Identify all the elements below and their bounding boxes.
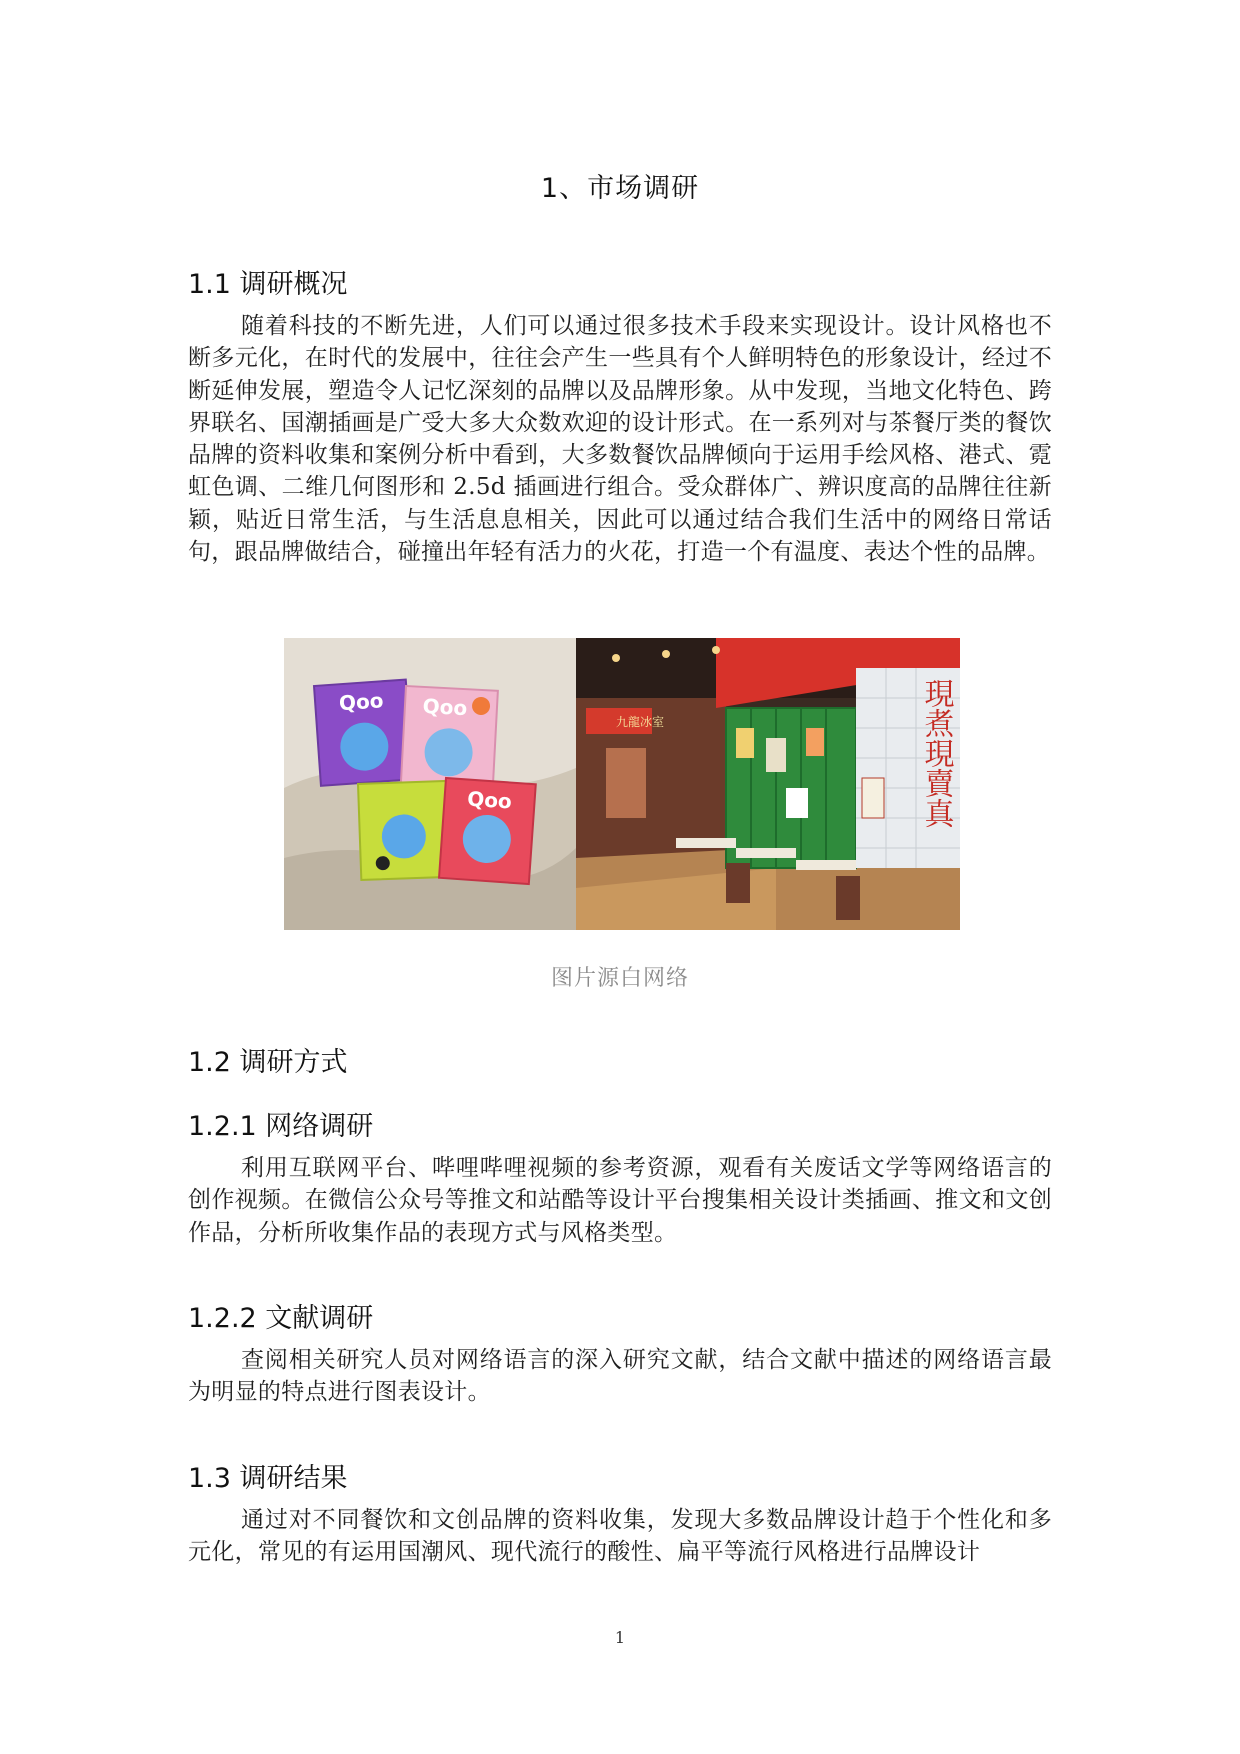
- carton-brand-text-2: Qoo: [422, 693, 468, 721]
- section-1-1-body: 随着科技的不断先进，人们可以通过很多技术手段来实现设计。设计风格也不断多元化，在时代的发展中，往往会产生一些具有个人鲜明特色的形象设计，经过不断延伸发展，塑造令人记忆深刻的品牌以及品牌形象。从中发现，当地文化特色、跨界联名、国潮插画是广受大多大众数欢迎的设计形式。在一系列对与茶餐厅类的餐饮品牌的资料收集和案例分析中看到，大多数餐饮品牌倾向于运用手绘风格、港式、霓虹色调、二维几何图形和 2.5d 插画进行组合。受众群体广、辨识度高的品牌往往新颖，贴近日常生活，与生活息息相关，因此可以通过结合我们生活中的网络日常话句，跟品牌做结合，碰撞出年轻有活力的火花，打造一个有温度、表达个性的品牌。: [188, 313, 1052, 566]
- section-heading-1-2-1: 1.2.1 网络调研: [188, 1111, 374, 1142]
- figure-photos: [284, 638, 960, 930]
- section-1-3-body: 通过对不同餐饮和文创品牌的资料收集，发现大多数品牌设计趋于个性化和多元化，常见的有运用国潮风、现代流行的酸性、扁平等流行风格进行品牌设计: [188, 1507, 1052, 1566]
- page-number: 1: [614, 1628, 626, 1647]
- carton-brand-text-1: Qoo: [338, 688, 385, 716]
- photo-cafe-interior: [576, 638, 960, 930]
- section-1-2-2-body: 查阅相关研究人员对网络语言的深入研究文献，结合文献中描述的网络语言最为明显的特点进行图表设计。: [188, 1347, 1052, 1406]
- section-heading-1-2: 1.2 调研方式: [188, 1047, 348, 1078]
- shop-sign-text: 九龍冰室: [615, 715, 665, 729]
- chapter-title: 1、市场调研: [540, 173, 700, 204]
- photo-drink-cartons: [284, 638, 576, 930]
- section-heading-1-3: 1.3 调研结果: [188, 1463, 348, 1494]
- section-heading-1-1: 1.1 调研概况: [188, 269, 348, 300]
- figure-caption: 图片源白网络: [550, 966, 689, 991]
- vertical-sign-text: 現煮現賣真: [918, 678, 954, 828]
- section-heading-1-2-2: 1.2.2 文献调研: [188, 1303, 374, 1334]
- section-1-2-1-body: 利用互联网平台、哔哩哔哩视频的参考资源，观看有关废话文学等网络语言的创作视频。在微信公众号等推文和站酷等设计平台搜集相关设计类插画、推文和文创作品，分析所收集作品的表现方式与风格类型。: [188, 1155, 1052, 1246]
- carton-brand-text-3: Qoo: [466, 786, 513, 814]
